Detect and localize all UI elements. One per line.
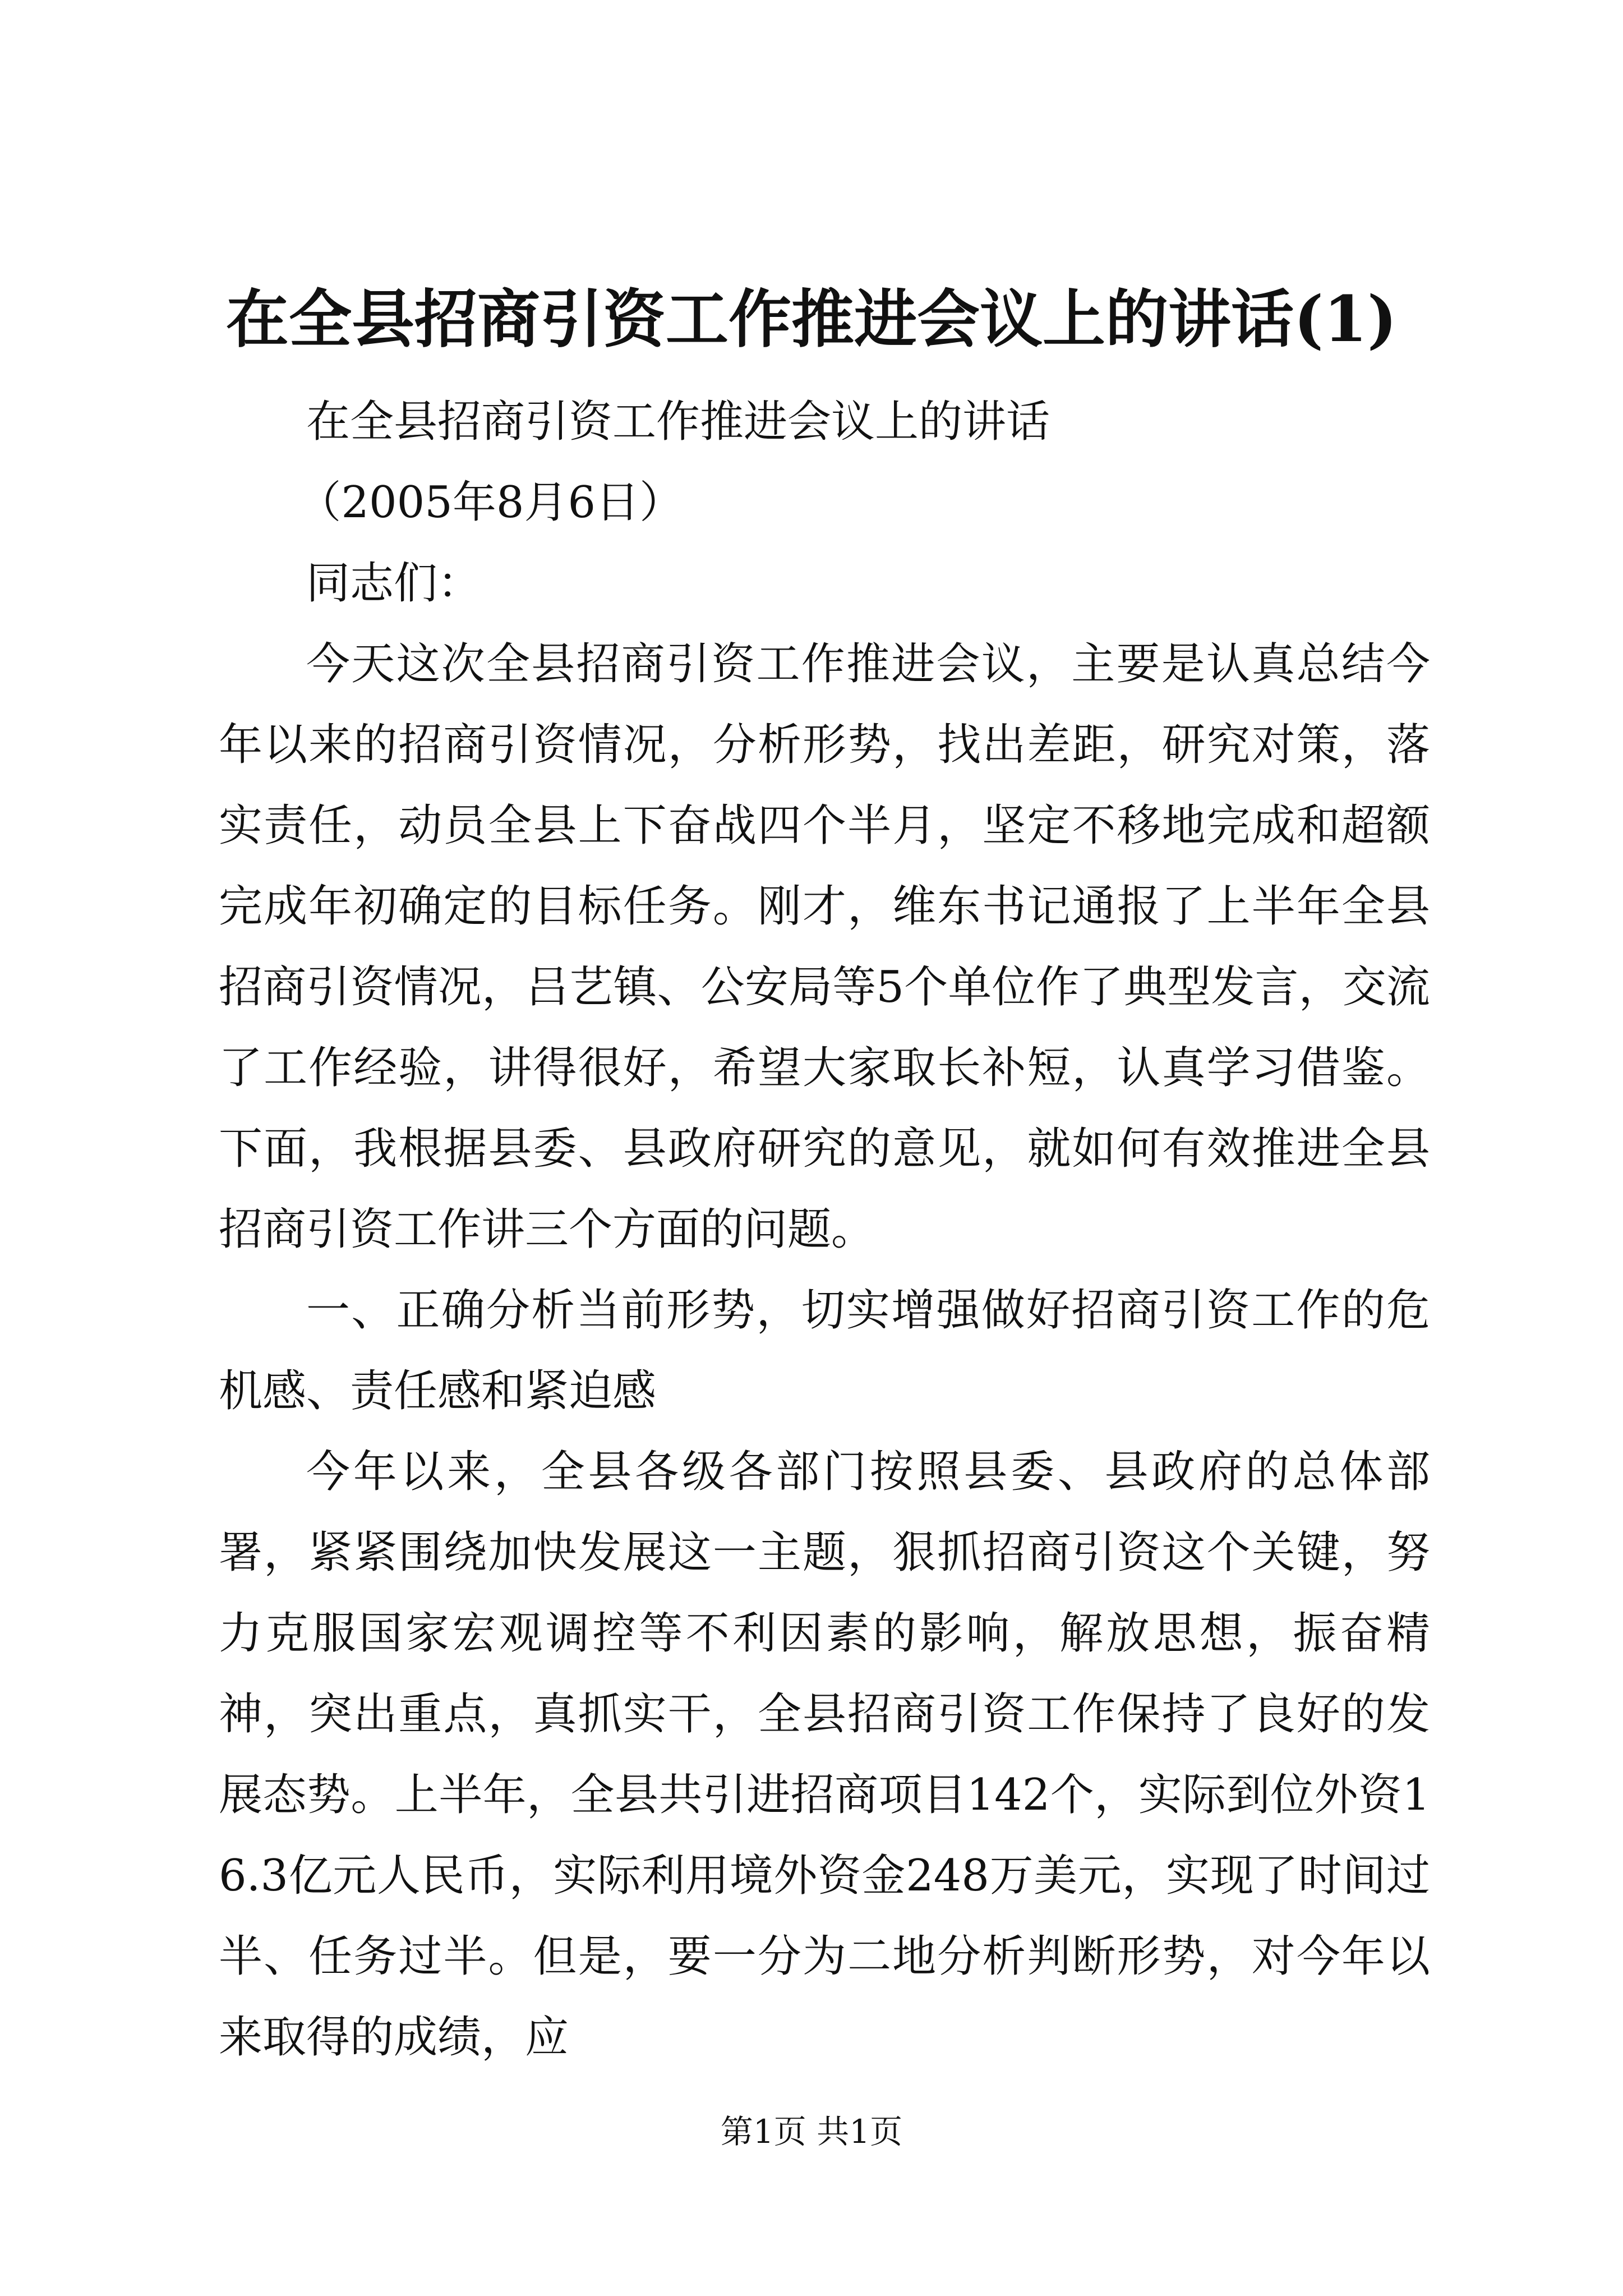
body-paragraph: 今天这次全县招商引资工作推进会议，主要是认真总结今年以来的招商引资情况，分析形势，找出差距，研究对策，落实责任，动员全县上下奋战四个半月，坚定不移地完成和超额完成年初确定的目标任务。刚才，维东书记通报了上半年全县招商引资情况，吕艺镇、公安局等5个单位作了典型发言，交流了工作经验，讲得很好，希望大家取长补短，认真学习借鉴。下面，我根据县委、县政府研究的意见，就如何有效推进全县招商引资工作讲三个方面的问题。 (219, 639, 1430, 1255)
section-heading-paragraph: 一、正确分析当前形势，切实增强做好招商引资工作的危机感、责任感和紧迫感 (219, 1285, 1430, 1416)
document-body (219, 381, 1430, 2078)
salutation-paragraph: 同志们： (306, 558, 482, 609)
page-footer: 第1页 共1页 (720, 2113, 903, 2151)
body-paragraph: 今年以来，全县各级各部门按照县委、县政府的总体部署，紧紧围绕加快发展这一主题，狠抓招商引资这个关键，努力克服国家宏观调控等不利因素的影响，解放思想，振奋精神，突出重点，真抓实干，全县招商引资工作保持了良好的发展态势。上半年，全县共引进招商项目142个，实际到位外资16.3亿元人民币，实际利用境外资金248万美元，实现了时间过半、任务过半。但是，要一分为二地分析判断形势，对今年以来取得的成绩，应 (219, 1447, 1430, 2063)
subtitle-paragraph: 在全县招商引资工作推进会议上的讲话 (306, 397, 1050, 447)
date-paragraph: （2005年8月6日） (297, 477, 684, 528)
document-title: 在全县招商引资工作推进会议上的讲话(1) (226, 283, 1397, 356)
